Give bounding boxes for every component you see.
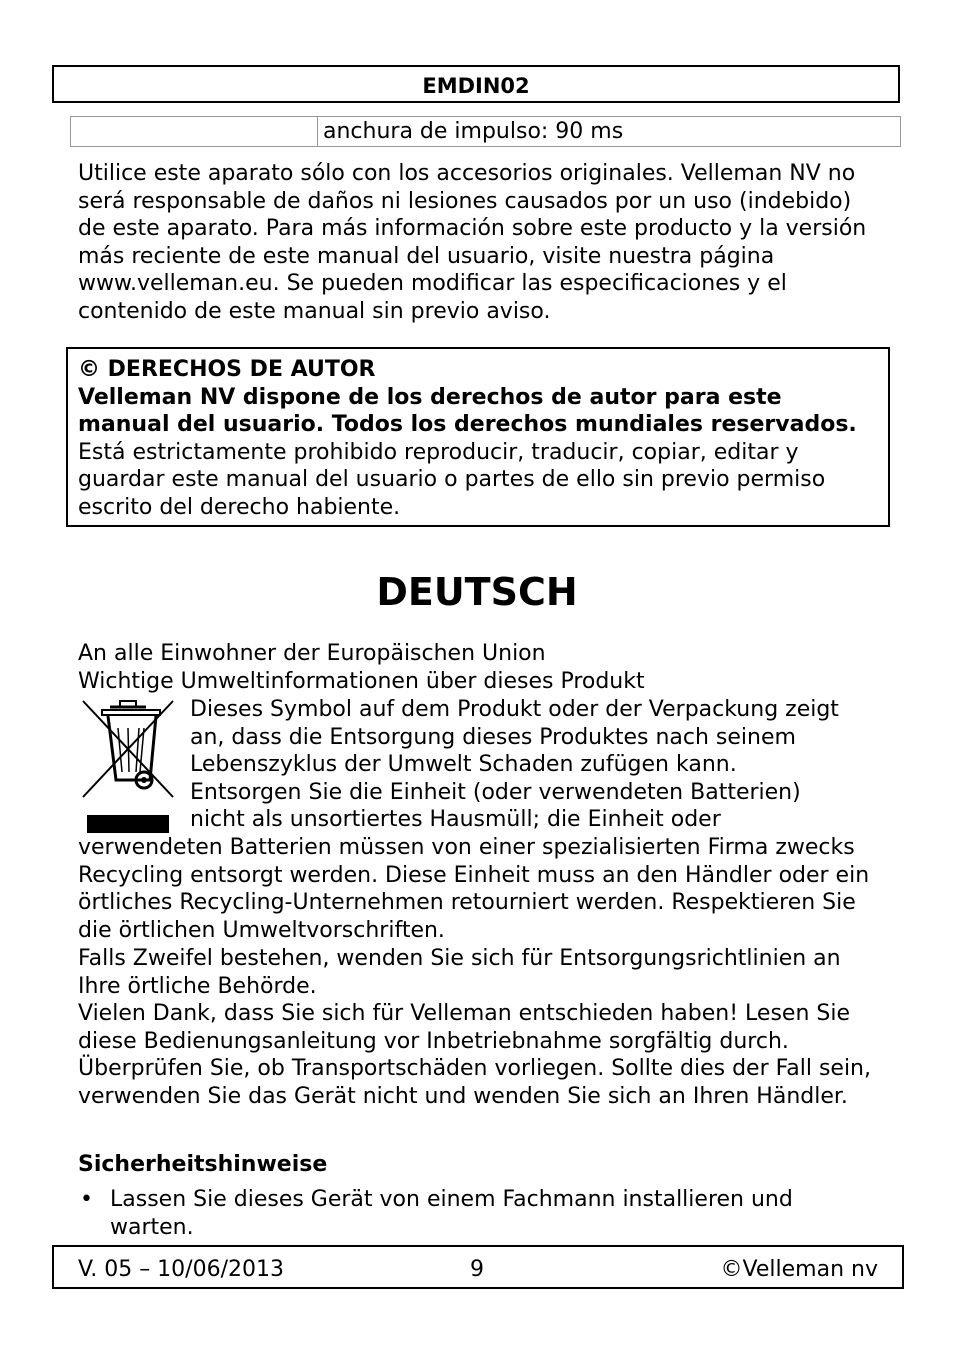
model-number: EMDIN02: [422, 74, 530, 98]
doubt-paragraph: Falls Zweifel bestehen, wenden Sie sich für Entsorgungsrichtlinien an Ihre örtliche Behörde.: [78, 946, 841, 999]
footer-page-number: 9: [470, 1257, 484, 1282]
copyright-bold-text: Velleman NV dispone de los derechos de autor para este manual del usuario. Todos los derechos mundiales reservados.: [78, 384, 857, 438]
safety-heading: Sicherheitshinweise: [78, 1152, 328, 1177]
spec-value-cell: anchura de impulso: 90 ms: [323, 119, 624, 144]
footer-copyright: ©Velleman nv: [720, 1257, 878, 1282]
thanks-paragraph: Vielen Dank, dass Sie sich für Velleman entschieden haben! Lesen Sie diese Bedienungsanleitung vor Inbetriebnahme sorgfältig durch. Überprüfen Sie, ob Transportschäden vorliegen. Sollte dies der Fall sein, verwenden Sie das Gerät nicht und wenden Sie sich an Ihren Händler.: [78, 1001, 871, 1109]
page-footer: [52, 1245, 904, 1289]
copyright-body: [78, 384, 878, 522]
spec-table-row: [70, 116, 901, 147]
weee-line: Lebenszyklus der Umwelt Schaden zufügen kann.: [190, 752, 737, 777]
eu-heading-line-1: An alle Einwohner der Europäischen Union: [78, 641, 546, 666]
copyright-heading: © DERECHOS DE AUTOR: [78, 357, 376, 382]
weee-line: Dieses Symbol auf dem Produkt oder der Verpackung zeigt: [190, 697, 839, 722]
copyright-text: Está estrictamente prohibido reproducir, traducir, copiar, editar y guardar este manual del usuario o partes de ello sin previo permiso escrito del derecho habiente.: [78, 439, 826, 520]
eu-heading-line-2: Wichtige Umweltinformationen über dieses Produkt: [78, 669, 645, 694]
document-header: [52, 65, 900, 103]
intro-paragraph-es: Utilice este aparato sólo con los accesorios originales. Velleman NV no será responsable de daños ni lesiones causados por un uso (indebido) de este aparato. Para más información sobre este producto y la versión más reciente de este manual del usuario, visite nuestra página www.velleman.eu. Se pueden modificar las especificaciones y el contenido de este manual sin previo aviso.: [78, 161, 867, 324]
weee-crossed-bin-icon: [80, 698, 176, 800]
copyright-box: [66, 347, 890, 527]
weee-line: Entsorgen Sie die Einheit (oder verwendeten Batterien): [190, 780, 801, 805]
safety-item: Lassen Sie dieses Gerät von einem Fachmann installieren und warten.: [110, 1187, 793, 1240]
weee-line: nicht als unsortiertes Hausmüll; die Einheit oder: [190, 807, 721, 832]
section-title: DEUTSCH: [376, 570, 578, 614]
spec-label-cell: [71, 117, 318, 146]
weee-continuation: verwendeten Batterien müssen von einer spezialisierten Firma zwecks Recycling entsorgt werden. Diese Einheit muss an den Händler oder ein örtliches Recycling-Unternehmen retourniert werden. Respektieren Sie die örtlichen Umweltvorschriften.: [78, 835, 870, 943]
weee-line: an, dass die Entsorgung dieses Produktes nach seinem: [190, 725, 796, 750]
weee-black-bar: [87, 815, 169, 833]
footer-version: V. 05 – 10/06/2013: [78, 1257, 284, 1282]
bullet-icon: •: [80, 1187, 93, 1212]
